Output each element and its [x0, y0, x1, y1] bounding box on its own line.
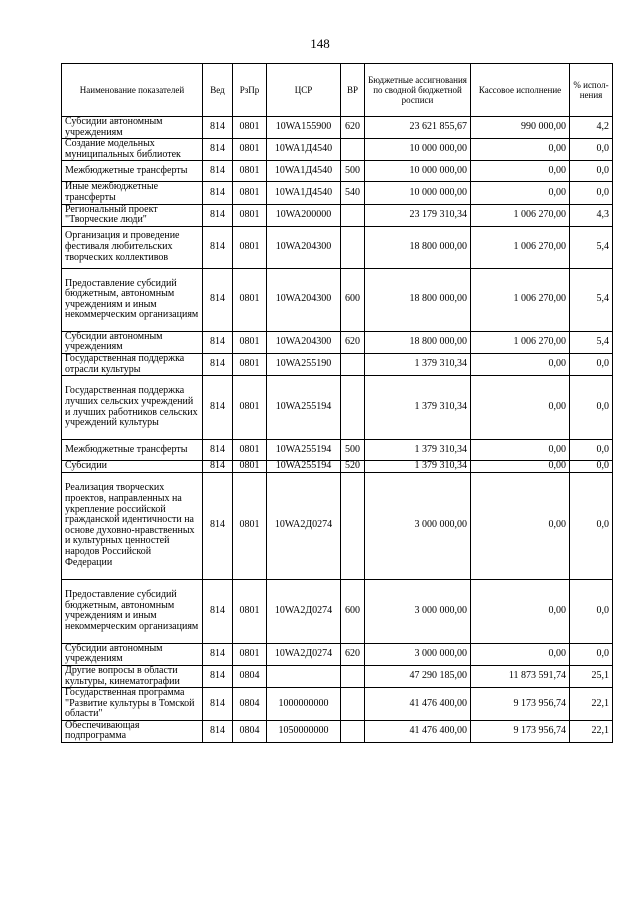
cell-ved: 814 [203, 472, 233, 579]
cell-csr: 10WA155900 [267, 117, 341, 139]
cell-cash: 1 006 270,00 [471, 226, 570, 268]
table-row [62, 440, 613, 461]
cell-vr [341, 204, 365, 226]
table-header-row [62, 64, 613, 117]
cell-percent: 5,4 [570, 226, 613, 268]
cell-csr: 10WA204300 [267, 331, 341, 353]
cell-budget: 3 000 000,00 [365, 643, 471, 665]
cell-ved: 814 [203, 182, 233, 204]
header-vr: ВР [341, 64, 365, 117]
cell-rzpr: 0801 [233, 268, 267, 331]
cell-csr: 10WA1Д4540 [267, 139, 341, 161]
cell-name: Обеспечивающая подпрограмма [62, 720, 203, 742]
cell-percent: 0,0 [570, 353, 613, 375]
cell-rzpr: 0801 [233, 376, 267, 440]
cell-ved: 814 [203, 688, 233, 721]
table-row [62, 376, 613, 440]
cell-ved: 814 [203, 440, 233, 461]
cell-ved: 814 [203, 331, 233, 353]
cell-name: Предоставление субсидий бюджетным, автономным учреждениям и иным некоммерческим организациям [62, 268, 203, 331]
header-percent: % испол-нения [570, 64, 613, 117]
cell-vr: 500 [341, 161, 365, 182]
cell-vr: 620 [341, 331, 365, 353]
cell-cash: 990 000,00 [471, 117, 570, 139]
cell-csr: 10WA204300 [267, 226, 341, 268]
table-row [62, 268, 613, 331]
cell-name: Предоставление субсидий бюджетным, автономным учреждениям и иным некоммерческим организациям [62, 579, 203, 643]
table-row [62, 117, 613, 139]
header-rzpr: РзПр [233, 64, 267, 117]
table-row [62, 182, 613, 204]
cell-budget: 18 800 000,00 [365, 331, 471, 353]
cell-cash: 0,00 [471, 643, 570, 665]
cell-name: Субсидии [62, 461, 203, 473]
cell-name: Региональный проект "Творческие люди" [62, 204, 203, 226]
cell-vr: 600 [341, 579, 365, 643]
cell-budget: 1 379 310,34 [365, 461, 471, 473]
table-row [62, 161, 613, 182]
cell-csr: 10WA255194 [267, 376, 341, 440]
cell-cash: 0,00 [471, 182, 570, 204]
cell-cash: 1 006 270,00 [471, 204, 570, 226]
cell-percent: 4,2 [570, 117, 613, 139]
cell-budget: 10 000 000,00 [365, 139, 471, 161]
cell-rzpr: 0804 [233, 720, 267, 742]
cell-vr [341, 665, 365, 687]
cell-budget: 10 000 000,00 [365, 161, 471, 182]
cell-csr: 10WA200000 [267, 204, 341, 226]
cell-budget: 47 290 185,00 [365, 665, 471, 687]
table-row [62, 139, 613, 161]
cell-cash: 11 873 591,74 [471, 665, 570, 687]
table-row [62, 331, 613, 353]
cell-percent: 0,0 [570, 139, 613, 161]
cell-csr: 1000000000 [267, 688, 341, 721]
cell-cash: 0,00 [471, 161, 570, 182]
cell-percent: 0,0 [570, 579, 613, 643]
cell-name: Межбюджетные трансферты [62, 440, 203, 461]
cell-csr: 10WA204300 [267, 268, 341, 331]
table-row [62, 688, 613, 721]
cell-ved: 814 [203, 226, 233, 268]
cell-ved: 814 [203, 579, 233, 643]
cell-percent: 0,0 [570, 376, 613, 440]
cell-name: Другие вопросы в области культуры, кинематографии [62, 665, 203, 687]
cell-rzpr: 0801 [233, 353, 267, 375]
cell-csr: 10WA255194 [267, 440, 341, 461]
cell-name: Реализация творческих проектов, направленных на укрепление российской гражданской идентичности на основе духовно-нравственных и культурных ценностей народов Российской Федерации [62, 472, 203, 579]
cell-percent: 0,0 [570, 472, 613, 579]
cell-rzpr: 0801 [233, 440, 267, 461]
cell-budget: 1 379 310,34 [365, 376, 471, 440]
cell-name: Государственная программа "Развитие культуры в Томской области" [62, 688, 203, 721]
cell-percent: 0,0 [570, 643, 613, 665]
cell-budget: 18 800 000,00 [365, 268, 471, 331]
table-row [62, 204, 613, 226]
cell-name: Иные межбюджетные трансферты [62, 182, 203, 204]
cell-name: Межбюджетные трансферты [62, 161, 203, 182]
cell-cash: 1 006 270,00 [471, 331, 570, 353]
cell-name: Государственная поддержка отрасли культуры [62, 353, 203, 375]
header-budget: Бюджетные ассигнования по сводной бюджетной росписи [365, 64, 471, 117]
cell-cash: 1 006 270,00 [471, 268, 570, 331]
cell-percent: 22,1 [570, 720, 613, 742]
cell-vr [341, 139, 365, 161]
cell-csr: 10WA1Д4540 [267, 161, 341, 182]
table-row [62, 579, 613, 643]
cell-budget: 23 179 310,34 [365, 204, 471, 226]
cell-vr [341, 226, 365, 268]
cell-cash: 9 173 956,74 [471, 720, 570, 742]
cell-ved: 814 [203, 117, 233, 139]
cell-csr: 10WA255190 [267, 353, 341, 375]
cell-rzpr: 0801 [233, 643, 267, 665]
cell-ved: 814 [203, 161, 233, 182]
cell-vr: 620 [341, 117, 365, 139]
cell-cash: 9 173 956,74 [471, 688, 570, 721]
cell-name: Субсидии автономным учреждениям [62, 117, 203, 139]
cell-percent: 5,4 [570, 268, 613, 331]
cell-name: Субсидии автономным учреждениям [62, 643, 203, 665]
cell-rzpr: 0804 [233, 688, 267, 721]
table-row [62, 643, 613, 665]
cell-percent: 0,0 [570, 440, 613, 461]
header-cash: Кассовое исполнение [471, 64, 570, 117]
cell-ved: 814 [203, 376, 233, 440]
cell-percent: 5,4 [570, 331, 613, 353]
cell-vr: 500 [341, 440, 365, 461]
cell-rzpr: 0801 [233, 579, 267, 643]
table-row [62, 226, 613, 268]
cell-vr: 540 [341, 182, 365, 204]
cell-cash: 0,00 [471, 579, 570, 643]
cell-budget: 1 379 310,34 [365, 353, 471, 375]
cell-cash: 0,00 [471, 472, 570, 579]
cell-rzpr: 0801 [233, 461, 267, 473]
cell-name: Создание модельных муниципальных библиотек [62, 139, 203, 161]
cell-vr: 520 [341, 461, 365, 473]
table-row [62, 353, 613, 375]
cell-rzpr: 0801 [233, 204, 267, 226]
cell-budget: 3 000 000,00 [365, 472, 471, 579]
header-csr: ЦСР [267, 64, 341, 117]
cell-percent: 22,1 [570, 688, 613, 721]
table-row [62, 665, 613, 687]
cell-vr: 600 [341, 268, 365, 331]
cell-name: Государственная поддержка лучших сельских учреждений и лучших работников сельских учреждений культуры [62, 376, 203, 440]
cell-csr: 10WA2Д0274 [267, 579, 341, 643]
cell-budget: 41 476 400,00 [365, 720, 471, 742]
cell-rzpr: 0801 [233, 139, 267, 161]
header-name: Наименование показателей [62, 64, 203, 117]
cell-vr [341, 472, 365, 579]
cell-ved: 814 [203, 204, 233, 226]
cell-cash: 0,00 [471, 376, 570, 440]
page-number: 148 [310, 36, 330, 51]
cell-csr: 10WA2Д0274 [267, 643, 341, 665]
cell-rzpr: 0801 [233, 472, 267, 579]
cell-ved: 814 [203, 353, 233, 375]
cell-cash: 0,00 [471, 353, 570, 375]
cell-ved: 814 [203, 461, 233, 473]
cell-budget: 1 379 310,34 [365, 440, 471, 461]
cell-ved: 814 [203, 139, 233, 161]
table-row [62, 720, 613, 742]
cell-vr [341, 353, 365, 375]
cell-percent: 25,1 [570, 665, 613, 687]
cell-ved: 814 [203, 720, 233, 742]
cell-budget: 10 000 000,00 [365, 182, 471, 204]
cell-percent: 0,0 [570, 182, 613, 204]
budget-table [61, 63, 613, 743]
cell-csr [267, 665, 341, 687]
table-row [62, 472, 613, 579]
cell-name: Субсидии автономным учреждениям [62, 331, 203, 353]
cell-rzpr: 0801 [233, 117, 267, 139]
cell-percent: 0,0 [570, 461, 613, 473]
cell-csr: 10WA255194 [267, 461, 341, 473]
cell-rzpr: 0804 [233, 665, 267, 687]
cell-ved: 814 [203, 268, 233, 331]
cell-ved: 814 [203, 665, 233, 687]
cell-ved: 814 [203, 643, 233, 665]
cell-vr [341, 376, 365, 440]
cell-budget: 41 476 400,00 [365, 688, 471, 721]
cell-cash: 0,00 [471, 139, 570, 161]
cell-vr [341, 688, 365, 721]
cell-vr [341, 720, 365, 742]
cell-csr: 1050000000 [267, 720, 341, 742]
cell-cash: 0,00 [471, 440, 570, 461]
cell-csr: 10WA1Д4540 [267, 182, 341, 204]
cell-rzpr: 0801 [233, 226, 267, 268]
cell-budget: 18 800 000,00 [365, 226, 471, 268]
cell-rzpr: 0801 [233, 161, 267, 182]
cell-budget: 23 621 855,67 [365, 117, 471, 139]
cell-percent: 0,0 [570, 161, 613, 182]
cell-vr: 620 [341, 643, 365, 665]
cell-cash: 0,00 [471, 461, 570, 473]
header-ved: Вед [203, 64, 233, 117]
cell-name: Организация и проведение фестиваля любительских творческих коллективов [62, 226, 203, 268]
cell-csr: 10WA2Д0274 [267, 472, 341, 579]
cell-budget: 3 000 000,00 [365, 579, 471, 643]
cell-rzpr: 0801 [233, 182, 267, 204]
table-row [62, 461, 613, 473]
cell-percent: 4,3 [570, 204, 613, 226]
cell-rzpr: 0801 [233, 331, 267, 353]
